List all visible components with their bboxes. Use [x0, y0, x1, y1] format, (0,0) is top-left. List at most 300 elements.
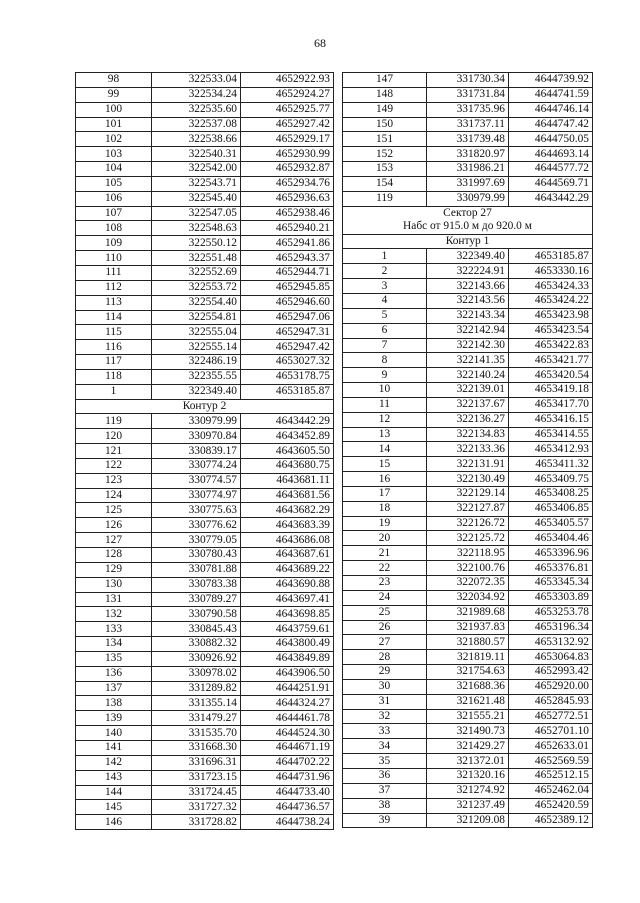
coordinates-table-left [75, 72, 334, 830]
x-coordinate: 322143.34 [427, 308, 509, 323]
point-number: 7 [343, 338, 427, 353]
table-row [76, 592, 334, 607]
point-number: 135 [76, 651, 152, 666]
y-coordinate: 4652941.86 [241, 236, 334, 251]
x-coordinate: 322143.66 [427, 279, 509, 294]
y-coordinate: 4644741.59 [509, 87, 593, 102]
point-number: 127 [76, 533, 152, 548]
table-row [343, 249, 593, 264]
x-coordinate: 330774.24 [152, 458, 241, 473]
y-coordinate: 4643605.50 [241, 444, 334, 459]
y-coordinate: 4653196.34 [509, 620, 593, 635]
point-number: 12 [343, 412, 427, 427]
y-coordinate: 4653406.85 [509, 501, 593, 516]
x-coordinate: 322554.40 [152, 295, 241, 310]
point-number: 18 [343, 501, 427, 516]
table-row [76, 414, 334, 429]
x-coordinate: 322100.76 [427, 561, 509, 576]
table-row [343, 457, 593, 472]
point-number: 98 [76, 73, 152, 88]
y-coordinate: 4653132.92 [509, 635, 593, 650]
point-number: 120 [76, 429, 152, 444]
x-coordinate: 330979.99 [152, 414, 241, 429]
point-number: 133 [76, 622, 152, 637]
x-coordinate: 330775.63 [152, 503, 241, 518]
point-number: 17 [343, 486, 427, 501]
point-number: 123 [76, 473, 152, 488]
x-coordinate: 322349.40 [427, 249, 509, 264]
y-coordinate: 4644577.72 [509, 162, 593, 177]
point-number: 36 [343, 768, 427, 783]
table-row [76, 265, 334, 280]
point-number: 112 [76, 280, 152, 295]
x-coordinate: 322137.67 [427, 397, 509, 412]
x-coordinate: 331479.27 [152, 711, 241, 726]
table-row [76, 429, 334, 444]
y-coordinate: 4653419.18 [509, 383, 593, 398]
table-row [76, 458, 334, 473]
y-coordinate: 4643687.61 [241, 548, 334, 563]
point-number: 15 [343, 457, 427, 472]
x-coordinate: 322142.94 [427, 323, 509, 338]
table-row [343, 590, 593, 605]
x-coordinate: 321880.57 [427, 635, 509, 650]
y-coordinate: 4643690.88 [241, 577, 334, 592]
point-number: 32 [343, 709, 427, 724]
y-coordinate: 4653423.54 [509, 323, 593, 338]
y-coordinate: 4652930.99 [241, 147, 334, 162]
table-row [76, 577, 334, 592]
table-row [76, 251, 334, 266]
y-coordinate: 4653178.75 [241, 369, 334, 384]
table-row [343, 739, 593, 754]
point-number: 146 [76, 815, 152, 830]
y-coordinate: 4652512.15 [509, 768, 593, 783]
sector-title [343, 206, 593, 234]
point-number: 141 [76, 740, 152, 755]
point-number: 150 [343, 117, 427, 132]
table-row [76, 369, 334, 384]
x-coordinate: 321237.49 [427, 798, 509, 813]
point-number: 122 [76, 458, 152, 473]
table-row [76, 73, 334, 88]
x-coordinate: 322542.00 [152, 162, 241, 177]
point-number: 35 [343, 754, 427, 769]
y-coordinate: 4652845.93 [509, 694, 593, 709]
x-coordinate: 322034.92 [427, 590, 509, 605]
y-coordinate: 4652420.59 [509, 798, 593, 813]
y-coordinate: 4643442.29 [241, 414, 334, 429]
y-coordinate: 4653421.77 [509, 353, 593, 368]
y-coordinate: 4644324.27 [241, 696, 334, 711]
table-row [76, 755, 334, 770]
y-coordinate: 4644524.30 [241, 726, 334, 741]
point-number: 2 [343, 264, 427, 279]
y-coordinate: 4653409.75 [509, 472, 593, 487]
y-coordinate: 4644461.78 [241, 711, 334, 726]
y-coordinate: 4652925.77 [241, 102, 334, 117]
table-row [343, 472, 593, 487]
table-row [76, 117, 334, 132]
table-row [343, 264, 593, 279]
y-coordinate: 4652633.01 [509, 739, 593, 754]
table-row [343, 798, 593, 813]
point-number: 20 [343, 531, 427, 546]
x-coordinate: 321209.08 [427, 813, 509, 828]
point-number: 28 [343, 650, 427, 665]
point-number: 27 [343, 635, 427, 650]
x-coordinate: 331668.30 [152, 740, 241, 755]
table-row [76, 176, 334, 191]
x-coordinate: 330839.17 [152, 444, 241, 459]
point-number: 136 [76, 666, 152, 681]
point-number: 117 [76, 355, 152, 370]
x-coordinate: 322129.14 [427, 486, 509, 501]
point-number: 9 [343, 368, 427, 383]
x-coordinate: 322131.91 [427, 457, 509, 472]
x-coordinate: 322136.27 [427, 412, 509, 427]
point-number: 147 [343, 73, 427, 88]
y-coordinate: 4652389.12 [509, 813, 593, 828]
point-number: 154 [343, 176, 427, 191]
sector-name: Сектор 27 [443, 207, 492, 220]
point-number: 109 [76, 236, 152, 251]
table-row [76, 815, 334, 830]
point-number: 34 [343, 739, 427, 754]
y-coordinate: 4643452.89 [241, 429, 334, 444]
table-row [76, 726, 334, 741]
sector-elevation-range: Набс от 915.0 м до 920.0 м [403, 220, 532, 233]
y-coordinate: 4643682.29 [241, 503, 334, 518]
table-row [343, 412, 593, 427]
y-coordinate: 4644702.22 [241, 755, 334, 770]
table-row [76, 236, 334, 251]
y-coordinate: 4643800.49 [241, 637, 334, 652]
point-number: 39 [343, 813, 427, 828]
point-number: 25 [343, 605, 427, 620]
x-coordinate: 322550.12 [152, 236, 241, 251]
table-row [76, 221, 334, 236]
y-coordinate: 4644747.42 [509, 117, 593, 132]
x-coordinate: 322543.71 [152, 176, 241, 191]
x-coordinate: 322552.69 [152, 265, 241, 280]
y-coordinate: 4653424.33 [509, 279, 593, 294]
x-coordinate: 322224.91 [427, 264, 509, 279]
x-coordinate: 321621.48 [427, 694, 509, 709]
x-coordinate: 322538.66 [152, 132, 241, 147]
y-coordinate: 4644739.92 [509, 73, 593, 88]
x-coordinate: 321320.16 [427, 768, 509, 783]
x-coordinate: 322547.05 [152, 206, 241, 221]
x-coordinate: 331730.34 [427, 73, 509, 88]
point-number: 113 [76, 295, 152, 310]
y-coordinate: 4653411.32 [509, 457, 593, 472]
point-number: 104 [76, 162, 152, 177]
table-row [76, 518, 334, 533]
point-number: 115 [76, 325, 152, 340]
y-coordinate: 4643681.11 [241, 473, 334, 488]
x-coordinate: 322134.83 [427, 427, 509, 442]
point-number: 114 [76, 310, 152, 325]
point-number: 1 [343, 249, 427, 264]
x-coordinate: 322554.81 [152, 310, 241, 325]
y-coordinate: 4652927.42 [241, 117, 334, 132]
point-number: 119 [343, 191, 427, 206]
point-number: 142 [76, 755, 152, 770]
table-row [343, 383, 593, 398]
y-coordinate: 4643849.89 [241, 651, 334, 666]
table-row [76, 770, 334, 785]
table-row [76, 637, 334, 652]
table-row [343, 531, 593, 546]
x-coordinate: 331355.14 [152, 696, 241, 711]
y-coordinate: 4643698.85 [241, 607, 334, 622]
table-row [76, 280, 334, 295]
y-coordinate: 4652922.93 [241, 73, 334, 88]
y-coordinate: 4643680.75 [241, 458, 334, 473]
table-row [343, 117, 593, 132]
x-coordinate: 322140.24 [427, 368, 509, 383]
point-number: 143 [76, 770, 152, 785]
table-row [343, 694, 593, 709]
y-coordinate: 4653416.15 [509, 412, 593, 427]
point-number: 16 [343, 472, 427, 487]
point-number: 152 [343, 147, 427, 162]
table-row [343, 132, 593, 147]
x-coordinate: 321555.21 [427, 709, 509, 724]
table-row [343, 605, 593, 620]
table-row [76, 800, 334, 815]
table-row [343, 546, 593, 561]
y-coordinate: 4643906.50 [241, 666, 334, 681]
point-number: 119 [76, 414, 152, 429]
x-coordinate: 322141.35 [427, 353, 509, 368]
y-coordinate: 4653422.83 [509, 338, 593, 353]
table-row [76, 191, 334, 206]
point-number: 14 [343, 442, 427, 457]
y-coordinate: 4643759.61 [241, 622, 334, 637]
table-row [343, 191, 593, 206]
contour-title: Контур 1 [343, 234, 593, 249]
x-coordinate: 321989.68 [427, 605, 509, 620]
table-row [76, 162, 334, 177]
sector-title-row [343, 206, 593, 234]
table-row [343, 754, 593, 769]
x-coordinate: 331997.69 [427, 176, 509, 191]
y-coordinate: 4652920.00 [509, 679, 593, 694]
y-coordinate: 4652924.27 [241, 87, 334, 102]
table-row [76, 206, 334, 221]
y-coordinate: 4652947.42 [241, 340, 334, 355]
x-coordinate: 322555.04 [152, 325, 241, 340]
y-coordinate: 4652701.10 [509, 724, 593, 739]
point-number: 140 [76, 726, 152, 741]
y-coordinate: 4652934.76 [241, 176, 334, 191]
contour-title: Контур 2 [76, 399, 334, 414]
x-coordinate: 330781.88 [152, 562, 241, 577]
table-row [76, 87, 334, 102]
x-coordinate: 322533.04 [152, 73, 241, 88]
table-row [76, 533, 334, 548]
point-number: 24 [343, 590, 427, 605]
point-number: 1 [76, 384, 152, 399]
table-row [343, 576, 593, 591]
point-number: 31 [343, 694, 427, 709]
table-row [343, 176, 593, 191]
x-coordinate: 321372.01 [427, 754, 509, 769]
point-number: 125 [76, 503, 152, 518]
x-coordinate: 322548.63 [152, 221, 241, 236]
table-row [343, 73, 593, 88]
x-coordinate: 322540.31 [152, 147, 241, 162]
x-coordinate: 330979.99 [427, 191, 509, 206]
y-coordinate: 4653253.78 [509, 605, 593, 620]
y-coordinate: 4652947.06 [241, 310, 334, 325]
x-coordinate: 330978.02 [152, 666, 241, 681]
table-row [343, 102, 593, 117]
table-row [343, 516, 593, 531]
table-row [76, 711, 334, 726]
point-number: 8 [343, 353, 427, 368]
point-number: 19 [343, 516, 427, 531]
y-coordinate: 4644251.91 [241, 681, 334, 696]
point-number: 108 [76, 221, 152, 236]
table-row [343, 293, 593, 308]
table-row [343, 427, 593, 442]
table-row [76, 562, 334, 577]
y-coordinate: 4653412.93 [509, 442, 593, 457]
y-coordinate: 4653376.81 [509, 561, 593, 576]
point-number: 110 [76, 251, 152, 266]
point-number: 105 [76, 176, 152, 191]
point-number: 149 [343, 102, 427, 117]
point-number: 100 [76, 102, 152, 117]
x-coordinate: 322118.95 [427, 546, 509, 561]
y-coordinate: 4653330.16 [509, 264, 593, 279]
table-row [343, 162, 593, 177]
x-coordinate: 321490.73 [427, 724, 509, 739]
point-number: 121 [76, 444, 152, 459]
y-coordinate: 4653424.22 [509, 293, 593, 308]
y-coordinate: 4653303.89 [509, 590, 593, 605]
x-coordinate: 321688.36 [427, 679, 509, 694]
table-row [343, 768, 593, 783]
point-number: 137 [76, 681, 152, 696]
table-row [343, 87, 593, 102]
x-coordinate: 321819.11 [427, 650, 509, 665]
x-coordinate: 331728.82 [152, 815, 241, 830]
y-coordinate: 4644731.96 [241, 770, 334, 785]
table-row [343, 279, 593, 294]
x-coordinate: 322072.35 [427, 576, 509, 591]
x-coordinate: 321429.27 [427, 739, 509, 754]
x-coordinate: 321754.63 [427, 665, 509, 680]
y-coordinate: 4644671.19 [241, 740, 334, 755]
y-coordinate: 4643686.08 [241, 533, 334, 548]
x-coordinate: 330926.92 [152, 651, 241, 666]
table-row [76, 488, 334, 503]
table-row [343, 323, 593, 338]
table-row [76, 622, 334, 637]
table-row [343, 665, 593, 680]
y-coordinate: 4653185.87 [509, 249, 593, 264]
y-coordinate: 4653396.96 [509, 546, 593, 561]
point-number: 134 [76, 637, 152, 652]
y-coordinate: 4643697.41 [241, 592, 334, 607]
table-row [76, 340, 334, 355]
x-coordinate: 322133.36 [427, 442, 509, 457]
table-row [76, 102, 334, 117]
x-coordinate: 322130.49 [427, 472, 509, 487]
table-row [343, 501, 593, 516]
table-row [343, 635, 593, 650]
point-number: 126 [76, 518, 152, 533]
y-coordinate: 4644746.14 [509, 102, 593, 117]
page-number: 68 [314, 36, 326, 50]
y-coordinate: 4644569.71 [509, 176, 593, 191]
point-number: 145 [76, 800, 152, 815]
x-coordinate: 322534.24 [152, 87, 241, 102]
y-coordinate: 4643689.22 [241, 562, 334, 577]
point-number: 131 [76, 592, 152, 607]
table-row [76, 666, 334, 681]
table-row [343, 709, 593, 724]
point-number: 139 [76, 711, 152, 726]
x-coordinate: 331986.21 [427, 162, 509, 177]
y-coordinate: 4653027.32 [241, 355, 334, 370]
point-number: 124 [76, 488, 152, 503]
x-coordinate: 331724.45 [152, 785, 241, 800]
x-coordinate: 331735.96 [427, 102, 509, 117]
point-number: 111 [76, 265, 152, 280]
point-number: 13 [343, 427, 427, 442]
table-row [76, 384, 334, 399]
x-coordinate: 330774.57 [152, 473, 241, 488]
x-coordinate: 330776.62 [152, 518, 241, 533]
point-number: 11 [343, 397, 427, 412]
y-coordinate: 4652944.71 [241, 265, 334, 280]
table-row [343, 813, 593, 828]
point-number: 4 [343, 293, 427, 308]
x-coordinate: 321274.92 [427, 783, 509, 798]
table-row [76, 325, 334, 340]
point-number: 10 [343, 383, 427, 398]
y-coordinate: 4653064.83 [509, 650, 593, 665]
y-coordinate: 4653417.70 [509, 397, 593, 412]
table-row [76, 147, 334, 162]
y-coordinate: 4653414.55 [509, 427, 593, 442]
table-row [76, 651, 334, 666]
table-row [343, 353, 593, 368]
point-number: 99 [76, 87, 152, 102]
table-row [76, 473, 334, 488]
table-row [343, 308, 593, 323]
x-coordinate: 330783.38 [152, 577, 241, 592]
table-row [76, 681, 334, 696]
x-coordinate: 322545.40 [152, 191, 241, 206]
point-number: 118 [76, 369, 152, 384]
x-coordinate: 322126.72 [427, 516, 509, 531]
point-number: 116 [76, 340, 152, 355]
x-coordinate: 322537.08 [152, 117, 241, 132]
x-coordinate: 331727.32 [152, 800, 241, 815]
y-coordinate: 4652929.17 [241, 132, 334, 147]
y-coordinate: 4653408.25 [509, 486, 593, 501]
y-coordinate: 4644736.57 [241, 800, 334, 815]
point-number: 129 [76, 562, 152, 577]
y-coordinate: 4652945.85 [241, 280, 334, 295]
table-row [76, 785, 334, 800]
